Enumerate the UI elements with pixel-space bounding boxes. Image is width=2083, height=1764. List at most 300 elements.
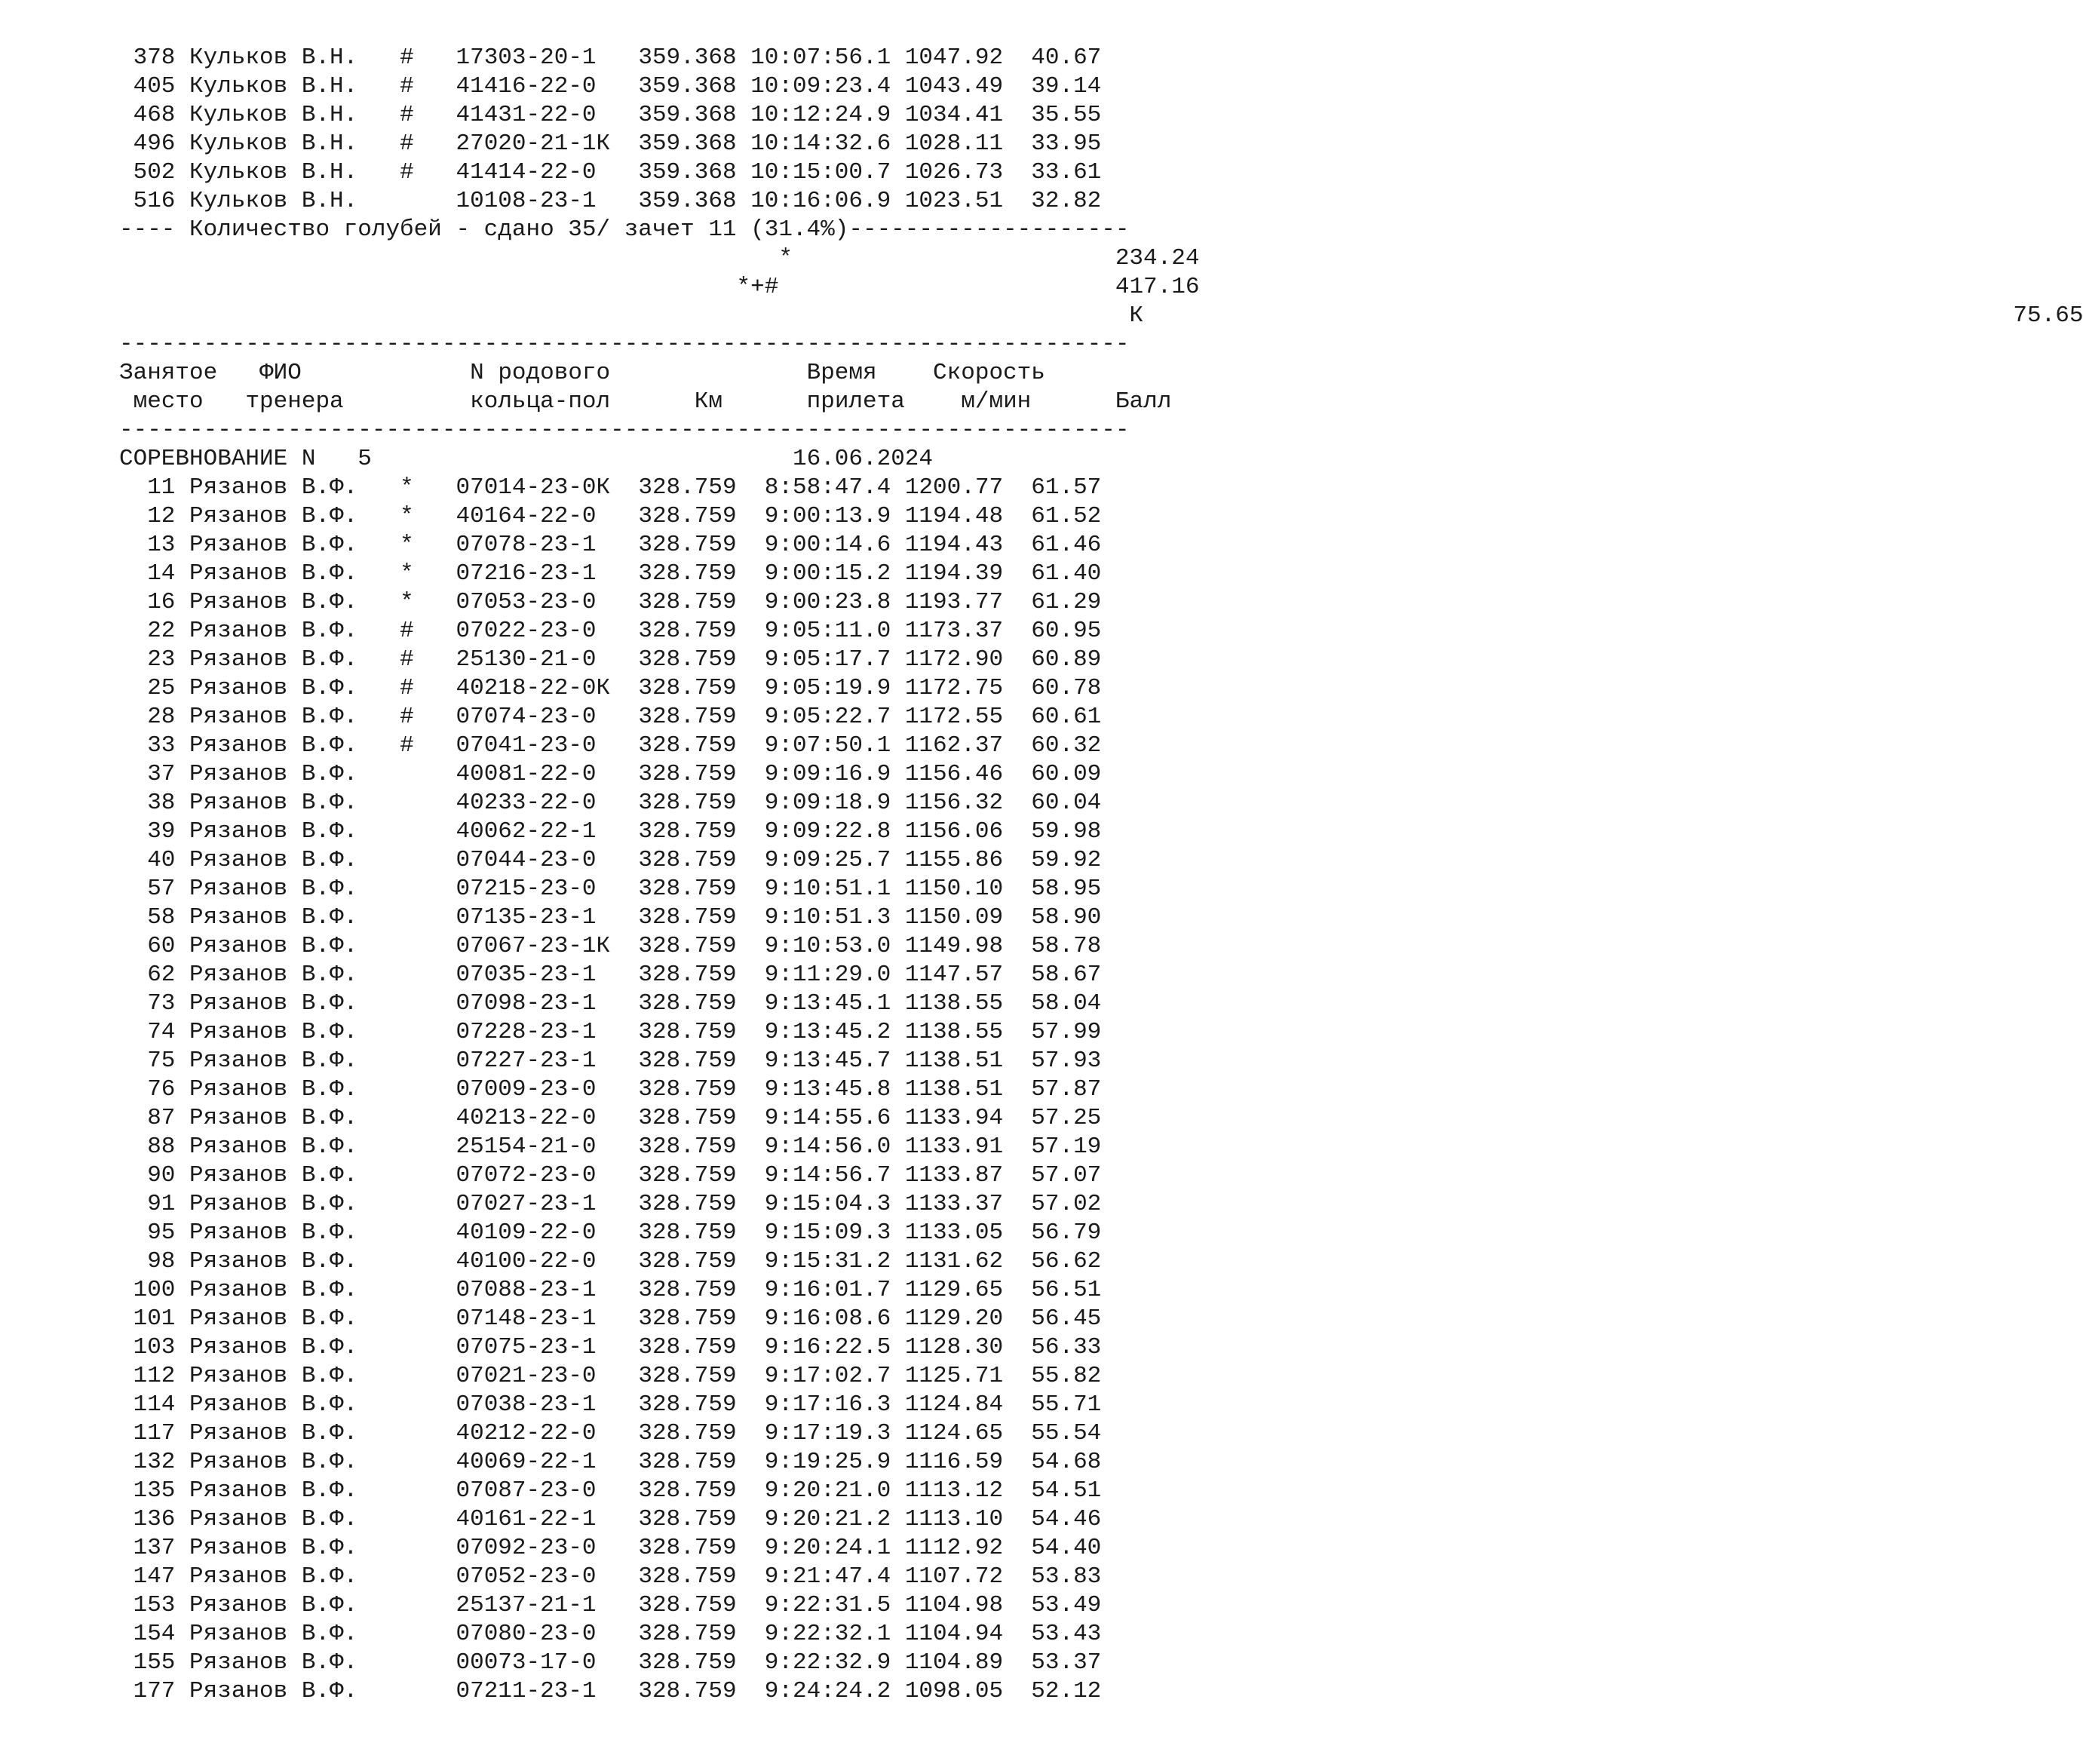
cell-ring: 41416-22-0 <box>456 73 639 100</box>
cell-score: 58.78 <box>1003 933 1102 959</box>
cell-name: Рязанов В.Ф. <box>189 962 400 988</box>
cell-km: 359.368 <box>638 188 737 214</box>
cell-speed: 1133.94 <box>904 1105 1004 1131</box>
cell-ring: 07088-23-1 <box>456 1277 639 1303</box>
cell-time: 10:15:00.7 <box>750 159 891 186</box>
cell-place: 39 <box>119 818 176 845</box>
cell-speed: 1133.91 <box>904 1134 1004 1160</box>
cell-place: 177 <box>119 1678 176 1704</box>
cell-time: 9:17:02.7 <box>750 1363 891 1389</box>
cell-km: 328.759 <box>638 876 737 902</box>
cell-speed: 1131.62 <box>904 1248 1004 1275</box>
cell-score: 56.45 <box>1003 1305 1102 1332</box>
cell-mark <box>400 1305 456 1332</box>
cell-ring: 07041-23-0 <box>456 732 639 759</box>
cell-km: 328.759 <box>638 962 737 988</box>
cell-place: 117 <box>119 1420 176 1446</box>
cell-km: 359.368 <box>638 159 737 186</box>
cell-place: 516 <box>119 188 176 214</box>
cell-score: 57.87 <box>1003 1076 1102 1103</box>
cell-speed: 1129.65 <box>904 1277 1004 1303</box>
cell-place: 11 <box>119 474 176 501</box>
cell-time: 9:14:56.7 <box>750 1162 891 1189</box>
cell-place: 38 <box>119 790 176 816</box>
cell-time: 9:10:53.0 <box>750 933 891 959</box>
cell-time: 9:05:19.9 <box>750 675 891 701</box>
cell-speed: 1113.12 <box>904 1477 1004 1504</box>
cell-speed: 1043.49 <box>904 73 1004 100</box>
summary-k-value: 75.65 <box>2013 302 2083 329</box>
cell-mark <box>400 1277 456 1303</box>
cell-score: 35.55 <box>1003 102 1102 128</box>
cell-km: 328.759 <box>638 1391 737 1418</box>
cell-time: 9:09:22.8 <box>750 818 891 845</box>
cell-ring: 07211-23-1 <box>456 1678 639 1704</box>
cell-mark <box>400 962 456 988</box>
cell-place: 154 <box>119 1621 176 1647</box>
table-row <box>119 989 2083 1018</box>
table-row <box>119 1161 2083 1190</box>
table-row <box>119 1419 2083 1448</box>
cell-ring: 07052-23-0 <box>456 1563 639 1590</box>
cell-ring: 10108-23-1 <box>456 188 639 214</box>
cell-place: 13 <box>119 532 176 558</box>
cell-score: 53.83 <box>1003 1563 1102 1590</box>
cell-speed: 1194.48 <box>904 503 1004 529</box>
cell-km: 359.368 <box>638 44 737 71</box>
table-row <box>119 818 2083 846</box>
cell-score: 54.46 <box>1003 1506 1102 1532</box>
cell-mark <box>400 1162 456 1189</box>
cell-time: 9:10:51.3 <box>750 904 891 931</box>
cell-mark: * <box>400 503 456 529</box>
results-document <box>119 44 2083 1706</box>
cell-speed: 1193.77 <box>904 589 1004 615</box>
cell-time: 9:22:32.1 <box>750 1621 891 1647</box>
cell-mark <box>400 1334 456 1361</box>
cell-speed: 1129.20 <box>904 1305 1004 1332</box>
cell-name: Рязанов В.Ф. <box>189 1134 400 1160</box>
cell-score: 53.37 <box>1003 1649 1102 1676</box>
cell-mark <box>400 790 456 816</box>
cell-km: 328.759 <box>638 761 737 787</box>
cell-place: 22 <box>119 618 176 644</box>
summary-star-label: * <box>778 245 793 272</box>
cell-time: 9:09:18.9 <box>750 790 891 816</box>
table-row <box>119 1391 2083 1419</box>
cell-speed: 1138.55 <box>904 1019 1004 1045</box>
cell-time: 9:17:16.3 <box>750 1391 891 1418</box>
cell-name: Рязанов В.Ф. <box>189 1506 400 1532</box>
table-row <box>119 1190 2083 1219</box>
cell-mark: # <box>400 73 456 100</box>
table-header-row-1 <box>119 359 2083 388</box>
cell-ring: 40161-22-1 <box>456 1506 639 1532</box>
cell-score: 56.62 <box>1003 1248 1102 1275</box>
cell-ring: 07035-23-1 <box>456 962 639 988</box>
cell-ring: 07135-23-1 <box>456 904 639 931</box>
cell-km: 328.759 <box>638 1506 737 1532</box>
cell-score: 60.89 <box>1003 646 1102 673</box>
table-row <box>119 1649 2083 1677</box>
cell-ring: 07087-23-0 <box>456 1477 639 1504</box>
cell-score: 61.46 <box>1003 532 1102 558</box>
cell-score: 59.98 <box>1003 818 1102 845</box>
cell-score: 32.82 <box>1003 188 1102 214</box>
cell-ring: 40213-22-0 <box>456 1105 639 1131</box>
cell-score: 39.14 <box>1003 73 1102 100</box>
table-row <box>119 703 2083 732</box>
cell-time: 9:10:51.1 <box>750 876 891 902</box>
cell-name: Рязанов В.Ф. <box>189 847 400 873</box>
cell-time: 9:09:25.7 <box>750 847 891 873</box>
cell-score: 60.95 <box>1003 618 1102 644</box>
cell-place: 155 <box>119 1649 176 1676</box>
cell-score: 54.68 <box>1003 1449 1102 1475</box>
cell-score: 61.57 <box>1003 474 1102 501</box>
cell-score: 33.61 <box>1003 159 1102 186</box>
cell-speed: 1104.98 <box>904 1592 1004 1618</box>
cell-place: 57 <box>119 876 176 902</box>
cell-mark <box>400 1363 456 1389</box>
cell-mark: # <box>400 618 456 644</box>
cell-time: 9:13:45.1 <box>750 990 891 1017</box>
cell-ring: 07215-23-0 <box>456 876 639 902</box>
cell-mark <box>400 1134 456 1160</box>
cell-km: 328.759 <box>638 704 737 730</box>
divider-bottom: ------------------------------------------------------------------------ <box>119 417 1130 443</box>
cell-speed: 1125.71 <box>904 1363 1004 1389</box>
cell-name: Рязанов В.Ф. <box>189 818 400 845</box>
cell-km: 328.759 <box>638 1477 737 1504</box>
table-row <box>119 72 2083 101</box>
cell-mark <box>400 847 456 873</box>
table-row <box>119 1075 2083 1104</box>
cell-name: Рязанов В.Ф. <box>189 761 400 787</box>
cell-name: Рязанов В.Ф. <box>189 904 400 931</box>
summary-star-value: 234.24 <box>1115 245 1200 272</box>
cell-score: 33.95 <box>1003 130 1102 157</box>
cell-name: Рязанов В.Ф. <box>189 732 400 759</box>
cell-km: 328.759 <box>638 1248 737 1275</box>
cell-km: 328.759 <box>638 1363 737 1389</box>
cell-mark <box>400 1248 456 1275</box>
table-row <box>119 1505 2083 1534</box>
cell-ring: 07027-23-1 <box>456 1191 639 1217</box>
cell-ring: 40233-22-0 <box>456 790 639 816</box>
cell-km: 328.759 <box>638 1105 737 1131</box>
cell-name: Рязанов В.Ф. <box>189 1105 400 1131</box>
cell-name: Рязанов В.Ф. <box>189 790 400 816</box>
cell-time: 10:12:24.9 <box>750 102 891 128</box>
cell-km: 328.759 <box>638 646 737 673</box>
header-time: Время <box>806 360 877 386</box>
cell-ring: 07227-23-1 <box>456 1048 639 1074</box>
cell-score: 58.90 <box>1003 904 1102 931</box>
cell-mark: * <box>400 474 456 501</box>
cell-mark <box>400 933 456 959</box>
summary-k-line <box>119 302 2083 330</box>
cell-ring: 40164-22-0 <box>456 503 639 529</box>
table-header-row-2 <box>119 388 2083 416</box>
cell-mark <box>400 1449 456 1475</box>
cell-ring: 40212-22-0 <box>456 1420 639 1446</box>
cell-time: 9:20:21.0 <box>750 1477 891 1504</box>
cell-speed: 1034.41 <box>904 102 1004 128</box>
cell-score: 56.33 <box>1003 1334 1102 1361</box>
table-row <box>119 961 2083 989</box>
cell-time: 8:58:47.4 <box>750 474 891 501</box>
table-row <box>119 1534 2083 1563</box>
cell-km: 359.368 <box>638 130 737 157</box>
cell-mark <box>400 1621 456 1647</box>
cell-score: 40.67 <box>1003 44 1102 71</box>
cell-place: 112 <box>119 1363 176 1389</box>
cell-km: 328.759 <box>638 790 737 816</box>
cell-km: 328.759 <box>638 1305 737 1332</box>
cell-speed: 1172.55 <box>904 704 1004 730</box>
cell-ring: 07009-23-0 <box>456 1076 639 1103</box>
cell-time: 9:00:14.6 <box>750 532 891 558</box>
cell-place: 95 <box>119 1219 176 1246</box>
table-row <box>119 1620 2083 1649</box>
cell-place: 91 <box>119 1191 176 1217</box>
summary-star-line <box>119 244 2083 273</box>
cell-speed: 1173.37 <box>904 618 1004 644</box>
cell-time: 9:16:01.7 <box>750 1277 891 1303</box>
cell-mark <box>400 1105 456 1131</box>
table-row <box>119 875 2083 903</box>
cell-km: 328.759 <box>638 1449 737 1475</box>
table-row <box>119 1133 2083 1161</box>
cell-speed: 1098.05 <box>904 1678 1004 1704</box>
cell-place: 33 <box>119 732 176 759</box>
cell-name: Рязанов В.Ф. <box>189 1678 400 1704</box>
cell-name: Кульков В.Н. <box>189 159 400 186</box>
header-score: Балл <box>1115 388 1172 415</box>
cell-ring: 40062-22-1 <box>456 818 639 845</box>
cell-mark: # <box>400 102 456 128</box>
cell-place: 88 <box>119 1134 176 1160</box>
cell-speed: 1138.51 <box>904 1048 1004 1074</box>
cell-time: 10:14:32.6 <box>750 130 891 157</box>
cell-km: 328.759 <box>638 933 737 959</box>
cell-ring: 25154-21-0 <box>456 1134 639 1160</box>
cell-place: 496 <box>119 130 176 157</box>
cell-name: Рязанов В.Ф. <box>189 1391 400 1418</box>
cell-ring: 07067-23-1К <box>456 933 639 959</box>
cell-score: 60.09 <box>1003 761 1102 787</box>
cell-km: 328.759 <box>638 818 737 845</box>
cell-ring: 07038-23-1 <box>456 1391 639 1418</box>
cell-place: 25 <box>119 675 176 701</box>
cell-score: 61.52 <box>1003 503 1102 529</box>
cell-km: 328.759 <box>638 675 737 701</box>
cell-place: 103 <box>119 1334 176 1361</box>
cell-time: 10:09:23.4 <box>750 73 891 100</box>
cell-km: 328.759 <box>638 618 737 644</box>
summary-starhash-value: 417.16 <box>1115 274 1200 300</box>
cell-name: Рязанов В.Ф. <box>189 933 400 959</box>
cell-speed: 1116.59 <box>904 1449 1004 1475</box>
cell-speed: 1155.86 <box>904 847 1004 873</box>
cell-name: Рязанов В.Ф. <box>189 704 400 730</box>
cell-mark <box>400 188 456 214</box>
table-row <box>119 187 2083 216</box>
cell-speed: 1149.98 <box>904 933 1004 959</box>
cell-km: 328.759 <box>638 732 737 759</box>
cell-name: Рязанов В.Ф. <box>189 1305 400 1332</box>
cell-km: 328.759 <box>638 990 737 1017</box>
cell-speed: 1133.05 <box>904 1219 1004 1246</box>
cell-score: 60.78 <box>1003 675 1102 701</box>
summary-k-label: К <box>1129 302 1144 329</box>
cell-mark: # <box>400 732 456 759</box>
header-speed-2: м/мин <box>961 388 1032 415</box>
cell-mark <box>400 1420 456 1446</box>
cell-name: Рязанов В.Ф. <box>189 1477 400 1504</box>
header-speed: Скорость <box>933 360 1045 386</box>
cell-mark <box>400 1219 456 1246</box>
cell-ring: 07080-23-0 <box>456 1621 639 1647</box>
cell-place: 74 <box>119 1019 176 1045</box>
cell-mark <box>400 1477 456 1504</box>
table-row <box>119 1333 2083 1362</box>
cell-speed: 1124.84 <box>904 1391 1004 1418</box>
cell-name: Рязанов В.Ф. <box>189 474 400 501</box>
cell-speed: 1113.10 <box>904 1506 1004 1532</box>
cell-score: 56.79 <box>1003 1219 1102 1246</box>
cell-speed: 1156.32 <box>904 790 1004 816</box>
results-block <box>119 474 2083 1706</box>
cell-ring: 00073-17-0 <box>456 1649 639 1676</box>
cell-name: Рязанов В.Ф. <box>189 1621 400 1647</box>
cell-mark: # <box>400 646 456 673</box>
cell-place: 60 <box>119 933 176 959</box>
cell-ring: 41414-22-0 <box>456 159 639 186</box>
cell-name: Кульков В.Н. <box>189 73 400 100</box>
cell-time: 9:13:45.7 <box>750 1048 891 1074</box>
table-row <box>119 846 2083 875</box>
cell-mark <box>400 1535 456 1561</box>
cell-ring: 07053-23-0 <box>456 589 639 615</box>
cell-name: Рязанов В.Ф. <box>189 990 400 1017</box>
cell-ring: 40218-22-0К <box>456 675 639 701</box>
cell-time: 9:15:31.2 <box>750 1248 891 1275</box>
cell-mark <box>400 1563 456 1590</box>
cell-score: 52.12 <box>1003 1678 1102 1704</box>
cell-time: 9:17:19.3 <box>750 1420 891 1446</box>
cell-ring: 07092-23-0 <box>456 1535 639 1561</box>
cell-km: 328.759 <box>638 1334 737 1361</box>
cell-km: 328.759 <box>638 1219 737 1246</box>
cell-time: 9:19:25.9 <box>750 1449 891 1475</box>
cell-name: Рязанов В.Ф. <box>189 1048 400 1074</box>
cell-speed: 1104.89 <box>904 1649 1004 1676</box>
cell-score: 57.02 <box>1003 1191 1102 1217</box>
cell-place: 468 <box>119 102 176 128</box>
cell-score: 60.32 <box>1003 732 1102 759</box>
cell-mark <box>400 761 456 787</box>
cell-score: 54.40 <box>1003 1535 1102 1561</box>
cell-speed: 1194.39 <box>904 560 1004 587</box>
cell-ring: 07014-23-0К <box>456 474 639 501</box>
cell-name: Рязанов В.Ф. <box>189 646 400 673</box>
cell-name: Рязанов В.Ф. <box>189 1248 400 1275</box>
table-row <box>119 646 2083 674</box>
header-ring: N родового <box>470 360 611 386</box>
cell-time: 9:15:04.3 <box>750 1191 891 1217</box>
cell-ring: 17303-20-1 <box>456 44 639 71</box>
cell-time: 9:15:09.3 <box>750 1219 891 1246</box>
cell-speed: 1172.90 <box>904 646 1004 673</box>
divider-top: ------------------------------------------------------------------------ <box>119 331 1130 357</box>
cell-score: 57.93 <box>1003 1048 1102 1074</box>
table-row <box>119 1448 2083 1477</box>
cell-km: 328.759 <box>638 1621 737 1647</box>
cell-score: 61.29 <box>1003 589 1102 615</box>
cell-score: 55.71 <box>1003 1391 1102 1418</box>
cell-score: 56.51 <box>1003 1277 1102 1303</box>
cell-place: 12 <box>119 503 176 529</box>
previous-results-block <box>119 44 2083 216</box>
cell-name: Рязанов В.Ф. <box>189 1649 400 1676</box>
cell-km: 328.759 <box>638 1420 737 1446</box>
cell-score: 60.61 <box>1003 704 1102 730</box>
cell-time: 9:20:24.1 <box>750 1535 891 1561</box>
summary-starhash-line <box>119 273 2083 302</box>
header-place: Занятое <box>119 360 218 386</box>
cell-place: 502 <box>119 159 176 186</box>
cell-km: 328.759 <box>638 474 737 501</box>
table-row <box>119 560 2083 588</box>
cell-km: 328.759 <box>638 1649 737 1676</box>
cell-score: 60.04 <box>1003 790 1102 816</box>
cell-speed: 1133.87 <box>904 1162 1004 1189</box>
cell-place: 100 <box>119 1277 176 1303</box>
cell-name: Рязанов В.Ф. <box>189 1019 400 1045</box>
cell-place: 136 <box>119 1506 176 1532</box>
cell-km: 328.759 <box>638 847 737 873</box>
header-time-2: прилета <box>806 388 905 415</box>
cell-km: 328.759 <box>638 1191 737 1217</box>
cell-km: 328.759 <box>638 589 737 615</box>
cell-score: 54.51 <box>1003 1477 1102 1504</box>
table-row <box>119 1104 2083 1133</box>
cell-time: 9:00:23.8 <box>750 589 891 615</box>
cell-km: 359.368 <box>638 73 737 100</box>
cell-speed: 1162.37 <box>904 732 1004 759</box>
cell-ring: 07074-23-0 <box>456 704 639 730</box>
cell-name: Рязанов В.Ф. <box>189 1277 400 1303</box>
cell-place: 16 <box>119 589 176 615</box>
header-name-2: тренера <box>245 388 344 415</box>
cell-time: 9:14:56.0 <box>750 1134 891 1160</box>
cell-ring: 07148-23-1 <box>456 1305 639 1332</box>
cell-km: 328.759 <box>638 1277 737 1303</box>
table-row <box>119 1219 2083 1247</box>
table-row <box>119 101 2083 130</box>
table-row <box>119 130 2083 158</box>
cell-time: 9:13:45.2 <box>750 1019 891 1045</box>
cell-score: 53.49 <box>1003 1592 1102 1618</box>
cell-speed: 1150.10 <box>904 876 1004 902</box>
cell-ring: 27020-21-1К <box>456 130 639 157</box>
cell-mark <box>400 818 456 845</box>
cell-name: Рязанов В.Ф. <box>189 1162 400 1189</box>
cell-time: 9:14:55.6 <box>750 1105 891 1131</box>
cell-score: 57.25 <box>1003 1105 1102 1131</box>
